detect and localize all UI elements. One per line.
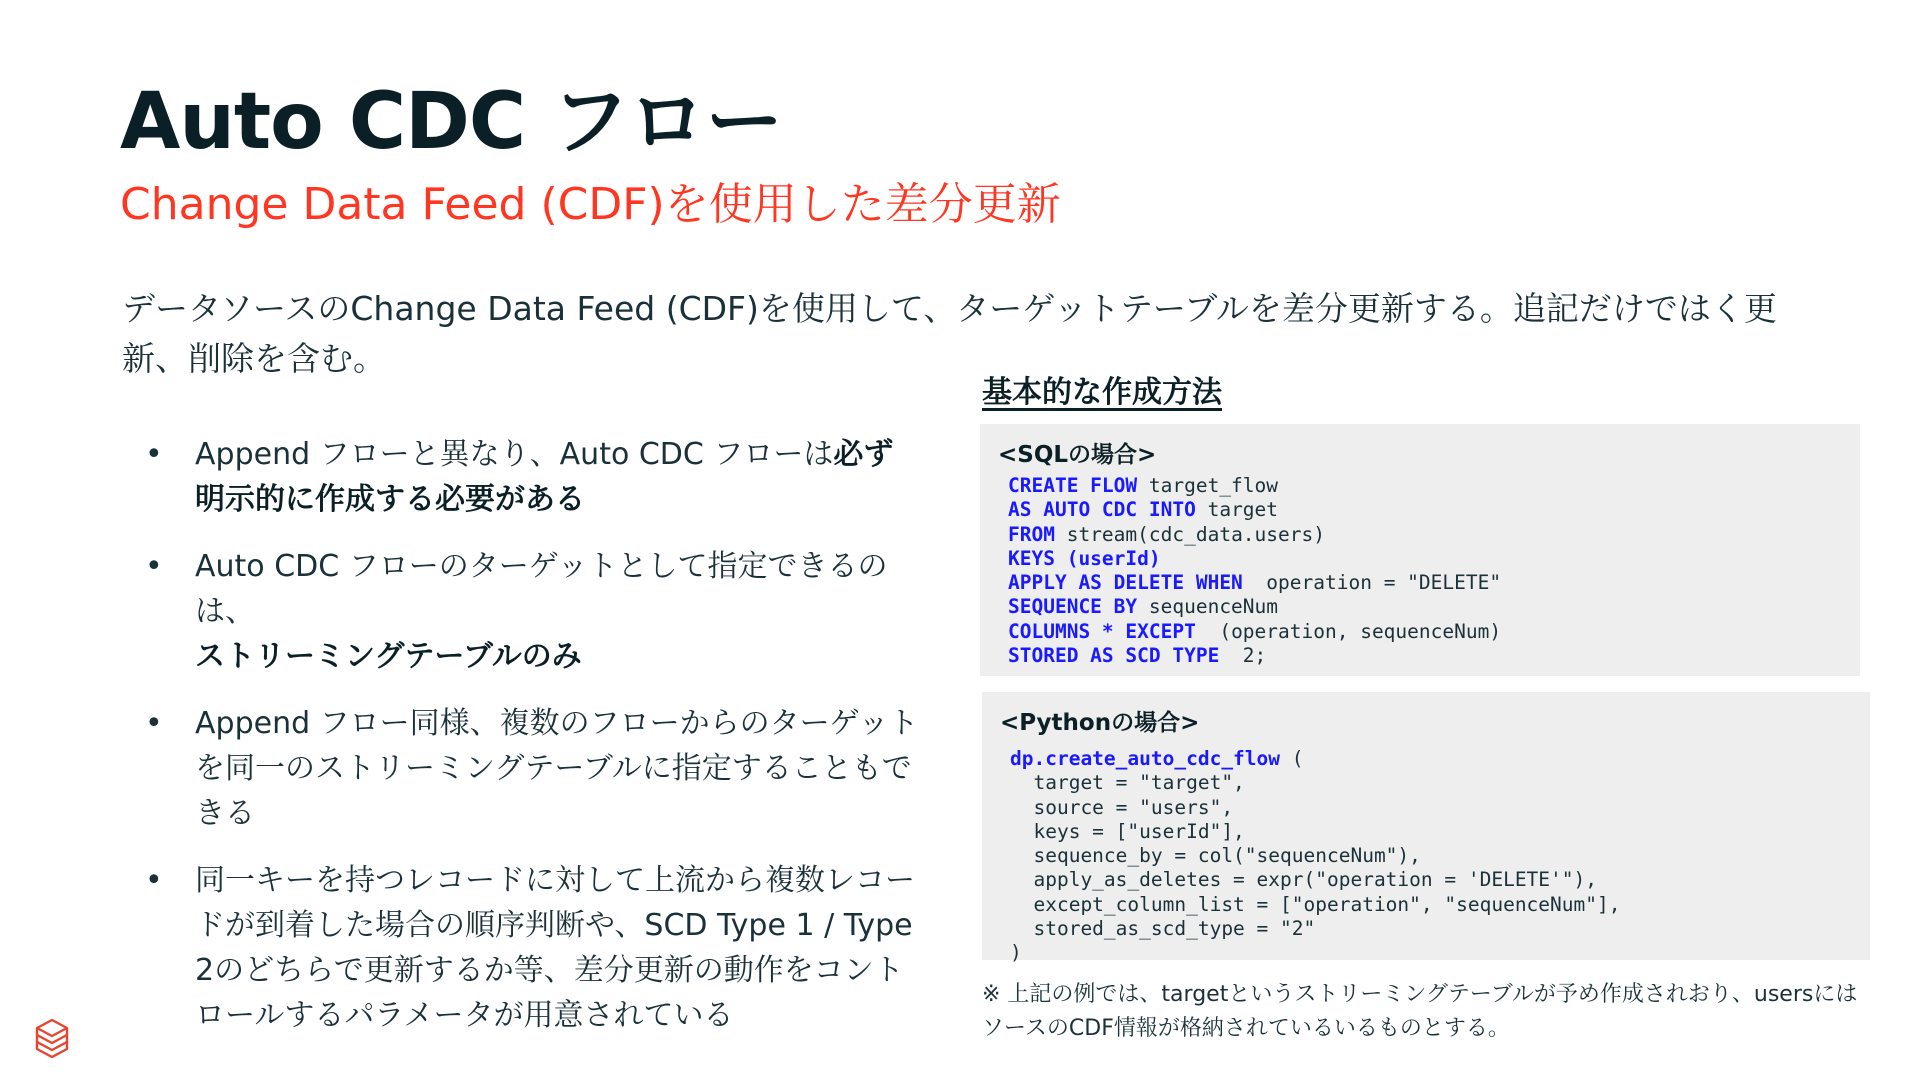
bullet-marker: • [145,706,163,741]
method-heading: 基本的な作成方法 [982,375,1222,410]
bullet-text: 同一キーを持つレコードに対して上流から複数レコードが到着した場合の順序判断や、SCD Type 1 / Type 2のどちらで更新するか等、差分更新の動作をコントロールするパラメータが用意されている [195,863,915,1033]
code-text: target_flow [1137,474,1279,497]
code-keyword: dp.create_auto_cdc_flow [1010,747,1281,770]
bullet-marker: • [145,549,163,584]
slide-subtitle: Change Data Feed (CDF)を使用した差分更新 [120,179,1061,230]
sql-code-title: <SQLの場合> [998,442,1157,468]
code-line: target = "target", [1010,771,1245,795]
code-line: sequence_by = col("sequenceNum"), [1010,844,1421,868]
sql-code [1008,474,1501,668]
code-text: stream(cdc_data.users) [1054,522,1325,546]
code-line [1008,547,1161,570]
bullet-text: Auto CDC フローのターゲットとして指定できるのは、 [195,549,888,629]
databricks-logo-icon [34,1018,70,1058]
bullet-bold-text: 必ず明示的に作成する必要がある [195,437,894,517]
intro-text: データソースのChange Data Feed (CDF)を使用して、ターゲットテーブルを差分更新する。追記だけではく更新、削除を含む。 [122,289,1777,378]
code-text: (operation, sequenceNum) [1195,619,1502,643]
code-line [1008,498,1278,521]
code-line: except_column_list = ["operation", "sequenceNum"], [1010,892,1621,916]
code-line [1008,620,1501,643]
bullet-list [140,432,920,1060]
code-line: source = "users", [1010,795,1234,819]
code-line [1008,474,1278,497]
code-text: target [1195,498,1279,522]
code-keyword: SEQUENCE BY [1008,595,1138,619]
bullet-item [140,432,920,522]
sql-code-box [980,424,1860,676]
python-code [1010,747,1620,966]
code-keyword: FROM [1008,522,1055,546]
code-text: sequenceNum [1137,595,1279,619]
footnote: ※ 上記の例では、targetというストリーミングテーブルが予め作成されおり、usersにはソースのCDF情報が格納されているいるものとする。 [982,982,1858,1042]
code-keyword: AS AUTO CDC INTO [1008,498,1196,522]
code-keyword: STORED AS SCD TYPE [1008,644,1220,668]
bullet-marker: • [145,863,163,898]
code-text: 2; [1219,644,1267,668]
code-line: ) [1010,941,1022,965]
python-code-title: <Pythonの場合> [1000,710,1200,736]
code-line [1008,571,1501,594]
bullet-item [140,701,920,836]
code-line [1008,644,1266,667]
code-line: apply_as_deletes = expr("operation = 'DELETE'"), [1010,868,1597,892]
bullet-item [140,544,920,679]
bullet-text: Append フロー同様、複数のフローからのターゲットを同一のストリーミングテーブルに指定することもできる [195,706,919,831]
code-keyword: KEYS (userId) [1008,546,1161,570]
code-keyword: COLUMNS * EXCEPT [1008,619,1196,643]
code-line [1008,523,1325,546]
code-line [1010,747,1304,770]
code-text: ( [1280,747,1304,770]
bullet-bold-text: ストリーミングテーブルのみ [195,639,582,674]
python-code-box [982,692,1870,965]
code-keyword: CREATE FLOW [1008,474,1138,497]
bullet-text: Append フローと異なり、Auto CDC フローは [195,437,834,472]
code-keyword: APPLY AS DELETE WHEN [1008,571,1243,595]
code-text: operation = "DELETE" [1242,571,1502,595]
slide-title: Auto CDC フロー [120,77,783,167]
bullet-item [140,858,920,1038]
bullet-marker: • [145,437,163,472]
code-line: stored_as_scd_type = "2" [1010,917,1316,941]
code-line [1008,595,1278,618]
code-line: keys = ["userId"], [1010,819,1245,843]
